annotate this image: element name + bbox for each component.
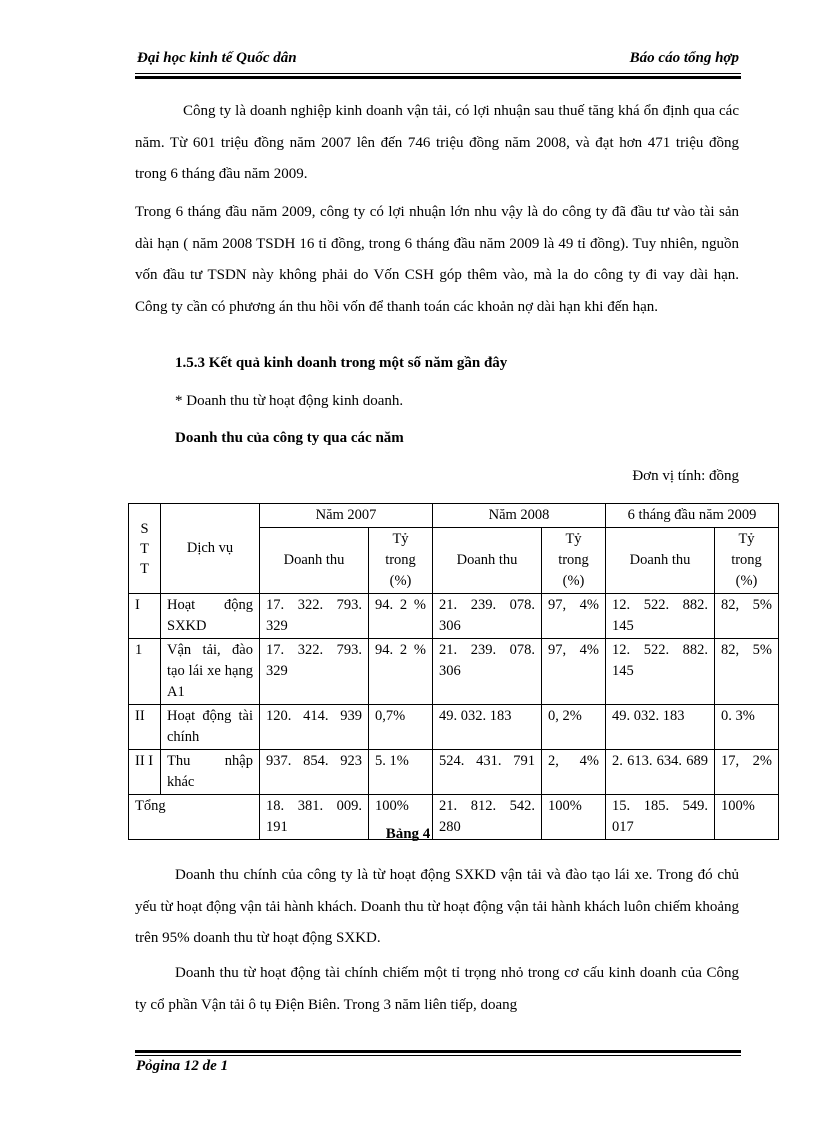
revenue-header: Doanh thu: [433, 528, 542, 594]
service-cell: Thu nhập khác: [161, 750, 260, 795]
share-cell: 100%: [369, 795, 433, 840]
header-left: Đại học kinh tế Quốc dân: [137, 50, 297, 66]
service-cell: Hoạt động tài chính: [161, 705, 260, 750]
revenue-table: [128, 503, 779, 840]
revenue-cell: 937. 854. 923: [260, 750, 369, 795]
stt-cell: II I: [129, 750, 161, 795]
paragraph-1: Công ty là doanh nghiệp kinh doanh vận tải, có lợi nhuận sau thuế tăng khá ổn định qua các năm. Từ 601 triệu đồng năm 2007 lên đến 746 triệu đồng năm 2008, và đạt hơn 471 triệu đồng trong 6 tháng đầu năm 2009.: [135, 103, 739, 182]
header-right: Báo cáo tổng hợp: [629, 50, 739, 66]
table-title: Doanh thu của công ty qua các năm: [175, 430, 404, 446]
year-header: Năm 2007: [260, 504, 433, 528]
share-cell: 82, 5%: [715, 594, 779, 639]
stt-header: S T T: [129, 504, 161, 594]
share-cell: 0. 3%: [715, 705, 779, 750]
share-cell: 97, 4%: [542, 594, 606, 639]
page-header: [135, 46, 741, 74]
table-row: [129, 639, 779, 705]
share-header: Tỷ trong (%): [542, 528, 606, 594]
share-cell: 0,7%: [369, 705, 433, 750]
unit-label: Đơn vị tính: đồng: [632, 468, 739, 484]
service-cell: Hoạt động SXKD: [161, 594, 260, 639]
share-cell: 82, 5%: [715, 639, 779, 705]
paragraph-3: Doanh thu chính của công ty là từ hoạt động SXKD vận tải và đào tạo lái xe. Trong đó chủ yếu từ hoạt động vận tải hành khách. Doanh thu từ hoạt động vận tải hành khách luôn chiếm khoảng trên 95% doanh thu từ hoạt động SXKD.: [135, 867, 739, 946]
share-cell: 97, 4%: [542, 639, 606, 705]
total-label: Tổng: [129, 795, 260, 840]
header-rule: [135, 73, 741, 74]
share-cell: 17, 2%: [715, 750, 779, 795]
revenue-cell: 15. 185. 549. 017: [606, 795, 715, 840]
revenue-header: Doanh thu: [260, 528, 369, 594]
footer-rule: [135, 1055, 741, 1056]
revenue-cell: 49. 032. 183: [433, 705, 542, 750]
table-caption: Bảng 4: [385, 826, 431, 842]
share-header: Tỷ trong (%): [369, 528, 433, 594]
table-row: [129, 594, 779, 639]
revenue-cell: 12. 522. 882. 145: [606, 594, 715, 639]
table-row: [129, 750, 779, 795]
revenue-cell: 18. 381. 009. 191: [260, 795, 369, 840]
revenue-cell: 120. 414. 939: [260, 705, 369, 750]
revenue-cell: 17. 322. 793. 329: [260, 594, 369, 639]
stt-cell: 1: [129, 639, 161, 705]
revenue-cell: 17. 322. 793. 329: [260, 639, 369, 705]
revenue-header: Doanh thu: [606, 528, 715, 594]
share-cell: 94. 2 %: [369, 594, 433, 639]
bullet-item: * Doanh thu từ hoạt động kinh doanh.: [175, 393, 404, 409]
revenue-cell: 21. 239. 078. 306: [433, 594, 542, 639]
share-cell: 100%: [715, 795, 779, 840]
service-cell: Vận tải, đào tạo lái xe hạng A1: [161, 639, 260, 705]
table-header-row: [129, 504, 779, 528]
share-cell: 100%: [542, 795, 606, 840]
year-header: 6 tháng đầu năm 2009: [606, 504, 779, 528]
revenue-cell: 21. 812. 542. 280: [433, 795, 542, 840]
revenue-cell: 524. 431. 791: [433, 750, 542, 795]
table-row: [129, 705, 779, 750]
stt-cell: I: [129, 594, 161, 639]
share-header: Tỷ trong (%): [715, 528, 779, 594]
paragraph-2: Trong 6 tháng đầu năm 2009, công ty có lợi nhuận lớn nhu vậy là do công ty đã đầu tư vào tài sản dài hạn ( năm 2008 TSDH 16 tỉ đồng, trong 6 tháng đầu năm 2009 là 49 tỉ đồng). Tuy nhiên, nguồn vốn đầu tư TSDN này không phải do Vốn CSH góp thêm vào, mà la do công ty đi vay dài hạn. Công ty cần có phương án thu hồi vốn để thanh toán các khoản nợ dài hạn khi đến hạn.: [135, 204, 739, 315]
header-rule-thick: [135, 76, 741, 79]
footer-rule-thick: [135, 1050, 741, 1053]
page-footer: Pỏgina 12 de 1: [136, 1058, 229, 1074]
paragraph-4: Doanh thu từ hoạt động tài chính chiếm một tỉ trọng nhỏ trong cơ cấu kinh doanh của Công ty cổ phần Vận tải ô tụ Điện Biên. Trong 3 năm liên tiếp, doang: [135, 965, 739, 1013]
revenue-cell: 12. 522. 882. 145: [606, 639, 715, 705]
revenue-cell: 2. 613. 634. 689: [606, 750, 715, 795]
revenue-cell: 49. 032. 183: [606, 705, 715, 750]
section-heading: 1.5.3 Kết quả kinh doanh trong một số năm gần đây: [175, 355, 508, 371]
share-cell: 2, 4%: [542, 750, 606, 795]
stt-cell: II: [129, 705, 161, 750]
service-header: Dịch vụ: [161, 504, 260, 594]
revenue-cell: 21. 239. 078. 306: [433, 639, 542, 705]
share-cell: 0, 2%: [542, 705, 606, 750]
year-header: Năm 2008: [433, 504, 606, 528]
share-cell: 94. 2 %: [369, 639, 433, 705]
share-cell: 5. 1%: [369, 750, 433, 795]
